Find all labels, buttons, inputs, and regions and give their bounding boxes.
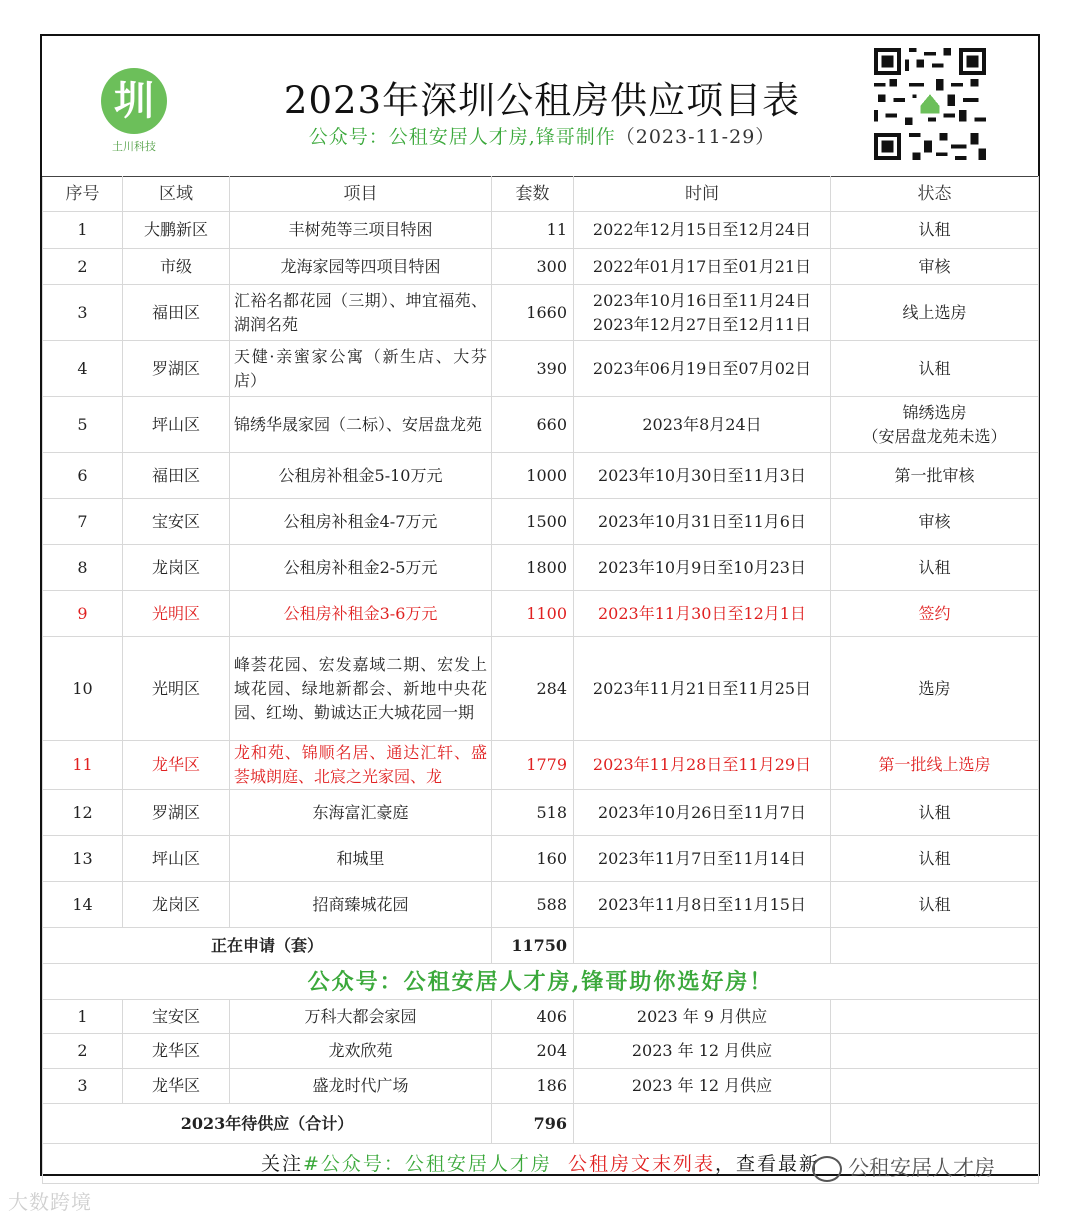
cell-area: 宝安区 <box>123 499 230 545</box>
cell-area: 大鹏新区 <box>123 212 230 249</box>
cell-area: 坪山区 <box>123 397 230 453</box>
cell-units: 1800 <box>492 545 574 591</box>
cell-units: 1500 <box>492 499 574 545</box>
supply-row <box>43 1000 1039 1034</box>
promo-row <box>43 964 1039 1000</box>
table-row <box>43 836 1039 882</box>
subtitle-account: 公众号：公租安居人才房,锋哥制作 <box>308 126 616 148</box>
col-header-time: 时间 <box>574 177 831 212</box>
document-frame <box>40 34 1040 1176</box>
applying-total-value: 11750 <box>492 928 574 964</box>
subtitle-date: （2023-11-29） <box>615 126 776 148</box>
footer-list-link: 公租房文末列表 <box>568 1152 716 1175</box>
cell-no: 14 <box>43 882 123 928</box>
cell-time: 2023 年 12 月供应 <box>574 1034 831 1069</box>
empty-cell <box>831 928 1039 964</box>
supply-row <box>43 1034 1039 1069</box>
table-row <box>43 637 1039 741</box>
cell-status: 第一批线上选房 <box>831 741 1039 790</box>
watermark-right <box>812 1152 995 1182</box>
promo-banner: 公众号：公租安居人才房,锋哥助你选好房！ <box>43 964 1039 1000</box>
cell-status: 审核 <box>831 249 1039 285</box>
cell-status: 认租 <box>831 341 1039 397</box>
table-row <box>43 341 1039 397</box>
col-header-area: 区域 <box>123 177 230 212</box>
cell-no: 7 <box>43 499 123 545</box>
cell-time: 2023 年 12 月供应 <box>574 1069 831 1104</box>
cell-no: 1 <box>43 212 123 249</box>
cell-time: 2023年10月30日至11月3日 <box>574 453 831 499</box>
empty-cell <box>574 928 831 964</box>
cell-units: 1779 <box>492 741 574 790</box>
cell-no: 11 <box>43 741 123 790</box>
cell-status: 认租 <box>831 882 1039 928</box>
cell-time: 2022年01月17日至01月21日 <box>574 249 831 285</box>
table-row <box>43 882 1039 928</box>
cell-no: 6 <box>43 453 123 499</box>
cell-no: 3 <box>43 285 123 341</box>
cell-no: 3 <box>43 1069 123 1104</box>
table-row-highlighted <box>43 591 1039 637</box>
table-row <box>43 790 1039 836</box>
cell-area: 福田区 <box>123 285 230 341</box>
watermark-left: 大数跨境 <box>8 1190 92 1214</box>
cell-units: 588 <box>492 882 574 928</box>
cell-project: 和城里 <box>230 836 492 882</box>
cell-units: 300 <box>492 249 574 285</box>
empty-cell <box>574 1104 831 1144</box>
logo-mark: 圳 <box>101 68 167 134</box>
cell-time: 2023年11月30日至12月1日 <box>574 591 831 637</box>
cell-no: 13 <box>43 836 123 882</box>
table-row <box>43 545 1039 591</box>
housing-table <box>42 176 1039 1184</box>
cell-no: 8 <box>43 545 123 591</box>
cell-status: 锦绣选房 （安居盘龙苑未选） <box>831 397 1039 453</box>
cell-status: 认租 <box>831 836 1039 882</box>
cell-project: 汇裕名都花园（三期）、坤宜福苑、湖润名苑 <box>230 285 492 341</box>
cell-area: 龙岗区 <box>123 545 230 591</box>
col-header-status: 状态 <box>831 177 1039 212</box>
cell-status: 签约 <box>831 591 1039 637</box>
cell-time: 2023年11月8日至11月15日 <box>574 882 831 928</box>
supply-total-row <box>43 1104 1039 1144</box>
table-row <box>43 397 1039 453</box>
cell-time: 2023年8月24日 <box>574 397 831 453</box>
cell-project: 公租房补租金4-7万元 <box>230 499 492 545</box>
cell-time: 2023年11月28日至11月29日 <box>574 741 831 790</box>
cell-time: 2023年11月7日至11月14日 <box>574 836 831 882</box>
wechat-icon <box>812 1156 842 1182</box>
cell-project: 龙海家园等四项目特困 <box>230 249 492 285</box>
table-row <box>43 453 1039 499</box>
col-header-units: 套数 <box>492 177 574 212</box>
cell-units: 1100 <box>492 591 574 637</box>
cell-area: 光明区 <box>123 591 230 637</box>
cell-project: 龙欢欣苑 <box>230 1034 492 1069</box>
cell-status: 认租 <box>831 545 1039 591</box>
cell-area: 龙华区 <box>123 741 230 790</box>
table-row <box>43 212 1039 249</box>
cell-area: 市级 <box>123 249 230 285</box>
cell-project: 峰荟花园、宏发嘉域二期、宏发上域花园、绿地新都会、新地中央花园、红坳、勤诚达正大城花园一期 <box>230 637 492 741</box>
cell-status: 线上选房 <box>831 285 1039 341</box>
table-row <box>43 249 1039 285</box>
cell-time: 2023年10月26日至11月7日 <box>574 790 831 836</box>
cell-no: 2 <box>43 1034 123 1069</box>
cell-area: 龙华区 <box>123 1034 230 1069</box>
page-subtitle <box>222 122 862 149</box>
table-row <box>43 285 1039 341</box>
cell-area: 光明区 <box>123 637 230 741</box>
cell-time: 2023年10月9日至10月23日 <box>574 545 831 591</box>
cell-project: 盛龙时代广场 <box>230 1069 492 1104</box>
col-header-project: 项目 <box>230 177 492 212</box>
cell-status: 认租 <box>831 212 1039 249</box>
cell-area: 龙岗区 <box>123 882 230 928</box>
cell-no: 2 <box>43 249 123 285</box>
cell-units: 160 <box>492 836 574 882</box>
table-header-row <box>43 177 1039 212</box>
cell-project: 东海富汇豪庭 <box>230 790 492 836</box>
table-row-highlighted <box>43 741 1039 790</box>
cell-time: 2022年12月15日至12月24日 <box>574 212 831 249</box>
cell-units: 11 <box>492 212 574 249</box>
cell-units: 186 <box>492 1069 574 1104</box>
cell-status: 认租 <box>831 790 1039 836</box>
applying-total-label: 正在申请（套） <box>43 928 492 964</box>
supply-total-label: 2023年待供应（合计） <box>43 1104 492 1144</box>
cell-project: 丰树苑等三项目特困 <box>230 212 492 249</box>
cell-no: 4 <box>43 341 123 397</box>
cell-no: 5 <box>43 397 123 453</box>
cell-project: 天健·亲蜜家公寓（新生店、大芬店） <box>230 341 492 397</box>
footer-account: #公众号：公租安居人才房 <box>302 1152 552 1175</box>
cell-time: 2023年11月21日至11月25日 <box>574 637 831 741</box>
cell-no: 1 <box>43 1000 123 1034</box>
applying-total-row <box>43 928 1039 964</box>
cell-status: 审核 <box>831 499 1039 545</box>
empty-cell <box>831 1104 1039 1144</box>
logo-text: 土川科技 <box>112 140 156 153</box>
cell-time: 2023年10月16日至11月24日 2023年12月27日至12月11日 <box>574 285 831 341</box>
cell-area: 福田区 <box>123 453 230 499</box>
cell-time: 2023年06月19日至07月02日 <box>574 341 831 397</box>
header <box>42 36 1038 176</box>
cell-area: 龙华区 <box>123 1069 230 1104</box>
cell-units: 406 <box>492 1000 574 1034</box>
cell-units: 518 <box>492 790 574 836</box>
cell-project: 龙和苑、锦顺名居、通达汇轩、盛荟城朗庭、北宸之光家园、龙 <box>230 741 492 790</box>
qr-code-icon <box>874 48 986 160</box>
cell-no: 9 <box>43 591 123 637</box>
cell-area: 罗湖区 <box>123 790 230 836</box>
cell-units: 390 <box>492 341 574 397</box>
page-title: 2023年深圳公租房供应项目表 <box>283 79 801 122</box>
cell-project: 招商臻城花园 <box>230 882 492 928</box>
cell-units: 1000 <box>492 453 574 499</box>
cell-status: 选房 <box>831 637 1039 741</box>
watermark-right-text: 公租安居人才房 <box>848 1156 995 1180</box>
cell-units: 660 <box>492 397 574 453</box>
cell-time: 2023年10月31日至11月6日 <box>574 499 831 545</box>
footer-latest: ，查看最新 <box>715 1152 821 1175</box>
supply-row <box>43 1069 1039 1104</box>
cell-area: 罗湖区 <box>123 341 230 397</box>
table-row <box>43 499 1039 545</box>
cell-project: 公租房补租金3-6万元 <box>230 591 492 637</box>
cell-project: 锦绣华晟家园（二标）、安居盘龙苑 <box>230 397 492 453</box>
cell-area: 宝安区 <box>123 1000 230 1034</box>
cell-no: 12 <box>43 790 123 836</box>
empty-cell <box>831 1034 1039 1069</box>
cell-units: 284 <box>492 637 574 741</box>
footer-follow: 关注 <box>260 1152 303 1175</box>
empty-cell <box>831 1000 1039 1034</box>
cell-status: 第一批审核 <box>831 453 1039 499</box>
cell-time: 2023 年 9 月供应 <box>574 1000 831 1034</box>
cell-units: 1660 <box>492 285 574 341</box>
cell-project: 万科大都会家园 <box>230 1000 492 1034</box>
cell-project: 公租房补租金5-10万元 <box>230 453 492 499</box>
cell-units: 204 <box>492 1034 574 1069</box>
cell-area: 坪山区 <box>123 836 230 882</box>
cell-project: 公租房补租金2-5万元 <box>230 545 492 591</box>
cell-no: 10 <box>43 637 123 741</box>
empty-cell <box>831 1069 1039 1104</box>
supply-total-value: 796 <box>492 1104 574 1144</box>
col-header-no: 序号 <box>43 177 123 212</box>
company-logo <box>84 60 184 170</box>
